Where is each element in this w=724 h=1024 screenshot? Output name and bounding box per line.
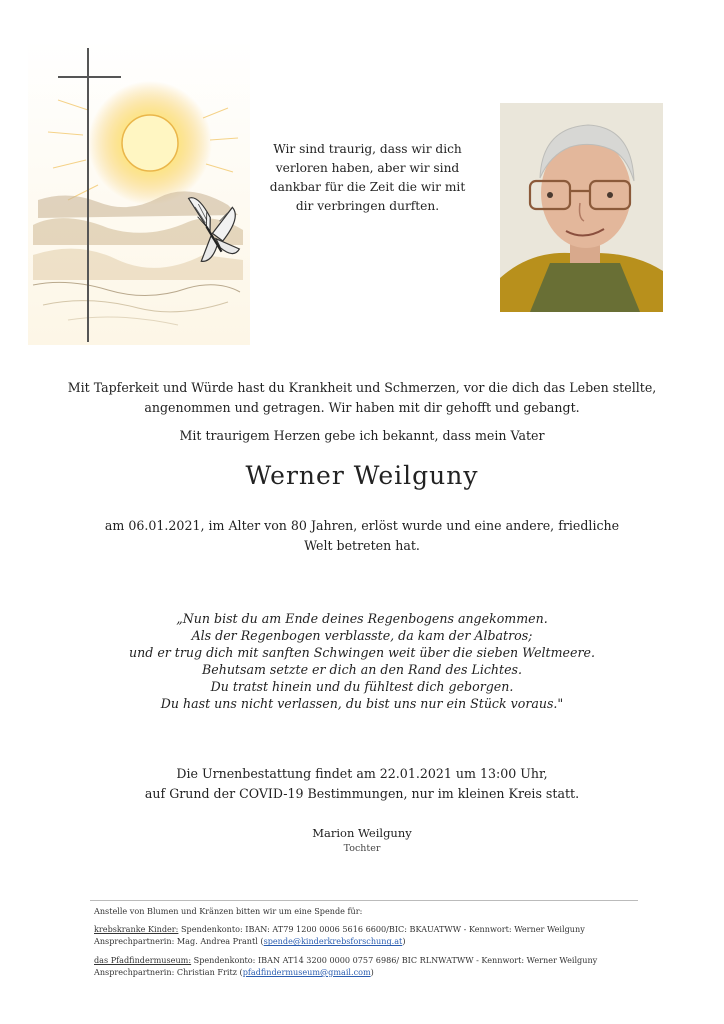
donation-2-contact-close: ): [370, 966, 374, 977]
left-eye: [547, 192, 553, 198]
intro-line: verloren haben, aber wir sind: [275, 161, 460, 175]
footer-divider: [90, 900, 638, 901]
poem-line: „Nun bist du am Ende deines Regenbogens angekommen.: [176, 611, 548, 626]
donation-1-line: [94, 923, 654, 935]
donation-2-contact-name: Ansprechpartnerin: Christian Fritz (: [94, 966, 243, 977]
donation-1-contact-close: ): [402, 936, 406, 947]
intro-text: [255, 140, 480, 216]
donation-1-label: krebskranke Kinder:: [94, 924, 179, 935]
poem-line: Als der Regenbogen verblasste, da kam der Albatros;: [191, 628, 533, 643]
tribute-line: angenommen und getragen. Wir haben mit dir gehofft und gebangt.: [144, 400, 580, 415]
portrait-photo: [500, 103, 663, 312]
poem-line: Du hast uns nicht verlassen, du bist uns nur ein Stück voraus.": [160, 696, 564, 711]
announcement-line: Mit traurigem Herzen gebe ich bekannt, dass mein Vater: [179, 428, 545, 443]
donation-2-line: [94, 954, 654, 966]
announcement: [0, 426, 724, 446]
deceased-name: Werner Weilguny: [245, 461, 479, 490]
donation-2-label: das Pfadfindermuseum:: [94, 954, 192, 965]
funeral-line: Die Urnenbestattung findet am 22.01.2021 um 13:00 Uhr,: [176, 766, 548, 781]
death-details: [0, 516, 724, 556]
poem-line: Du tratst hinein und du fühltest dich geborgen.: [210, 679, 514, 694]
donation-footer: [94, 905, 654, 978]
funeral-line: auf Grund der COVID-19 Bestimmungen, nur im kleinen Kreis statt.: [144, 786, 580, 801]
donation-2-account: Spendenkonto: IBAN AT14 3200 0000 0757 6986/ BIC RLNWATWW - Kennwort: Werner Weilguny: [191, 954, 598, 965]
poem-line: Behutsam setzte er dich an den Rand des Lichtes.: [202, 662, 522, 677]
donation-1-contact-name: Ansprechpartnerin: Mag. Andrea Prantl (: [94, 936, 264, 947]
donation-1-contact: [94, 935, 654, 947]
memorial-artwork: [28, 40, 250, 345]
funeral-info: [0, 764, 724, 804]
donation-1-account: Spendenkonto: IBAN: AT79 1200 0006 5616 6600/BIC: BKAUATWW - Kennwort: Werner Weilguny: [178, 924, 585, 935]
signer-relation: Tochter: [343, 843, 381, 854]
poem: [0, 610, 724, 712]
right-eye: [607, 192, 613, 198]
donation-intro: Anstelle von Blumen und Kränzen bitten wir um eine Spende für:: [94, 906, 363, 916]
tribute-line: Mit Tapferkeit und Würde hast du Krankheit und Schmerzen, vor die dich das Leben stellte,: [67, 380, 657, 395]
intro-line: dir verbringen durften.: [295, 199, 440, 213]
donation-1-email-link[interactable]: spende@kinderkrebsforschung.at: [263, 936, 403, 947]
intro-line: dankbar für die Zeit die wir mit: [269, 180, 466, 194]
poem-line: und er trug dich mit sanften Schwingen weit über die sieben Weltmeere.: [129, 645, 595, 660]
signer-name: Marion Weilguny: [312, 826, 412, 840]
sun: [122, 115, 178, 171]
donation-2-email-link[interactable]: pfadfindermuseum@gmail.com: [242, 966, 371, 977]
donation-2-contact: [94, 966, 654, 978]
intro-line: Wir sind traurig, dass wir dich: [273, 142, 462, 156]
death-details-line: am 06.01.2021, im Alter von 80 Jahren, erlöst wurde und eine andere, friedliche: [104, 518, 620, 533]
tribute-paragraph: [0, 378, 724, 418]
death-details-line: Welt betreten hat.: [304, 538, 420, 553]
